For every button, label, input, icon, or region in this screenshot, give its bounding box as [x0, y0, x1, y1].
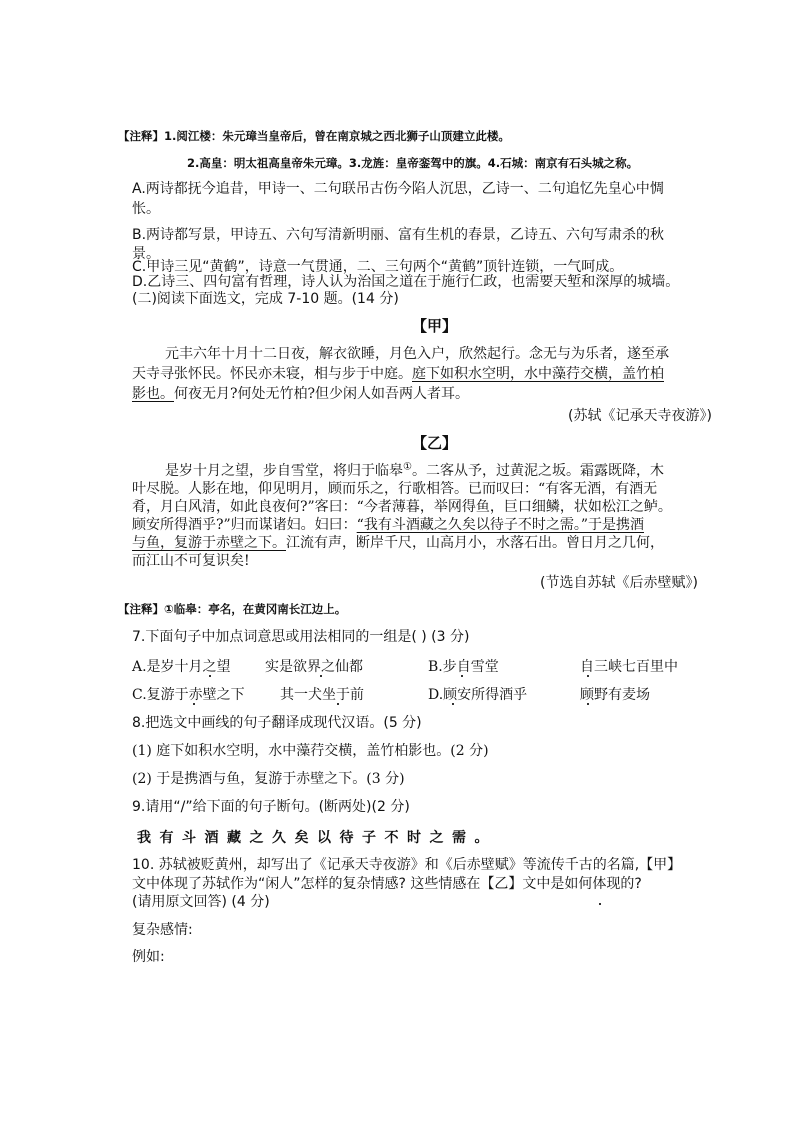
emphasis-dot [337, 703, 339, 705]
question-8-sentence-2: (2) 于是携酒与鱼，复游于赤壁之下。(3 分) [132, 771, 405, 787]
passage-jia-line-2 [132, 363, 664, 383]
answer-example-label: 例如: [132, 949, 165, 965]
passage-yi-line-5-text: 江流有声，断岸千尺，山高月小，水落石出。曾日月之几何， [286, 535, 664, 551]
passage-yi-line-5 [132, 532, 664, 552]
option-c: C.甲诗三见“黄鹤”，诗意一气贯通，二、三句两个“黄鹤”顶针连锁，一气呵成。 [132, 259, 624, 275]
note-2: 【注释】①临皋：亭名，在黄冈南长江边上。 [118, 602, 347, 616]
passage-yi-line-1b: 。二客从予，过黄泥之坂。霜露既降，木 [411, 463, 664, 479]
q7-option-c-compare: 其一犬坐于前 [280, 687, 364, 703]
emphasis-dot [587, 703, 589, 705]
passage-jia-line-3 [132, 383, 469, 403]
passage-yi-line-4a: 顾安所得酒乎?”归而谋诸妇。妇曰： [132, 517, 357, 533]
question-10-line-1: 10. 苏轼被贬黄州，却写出了《记承天寺夜游》和《后赤壁赋》等流传千古的名篇,【甲】 [132, 857, 682, 873]
passage-yi-underlined-1: “我有斗酒藏之久矣以待子不时之需。” [356, 517, 588, 533]
emphasis-dot [452, 703, 454, 705]
passage-jia-line-1: 元丰六年十月十二日夜，解衣欲睡，月色入户，欣然起行。念无与为乐者，遂至承 [165, 346, 669, 362]
note-line-2: 2.高皇：明太祖高皇帝朱元璋。3.龙旌：皇帝銮驾中的旗。4.石城：南京有石头城之称。 [187, 156, 639, 170]
passage-yi-line-1a: 是岁十月之望，步自雪堂，将归于临皋 [165, 463, 403, 479]
question-10-line-2: 文中体现了苏轼作为“闲人”怎样的复杂情感? 这些情感在【乙】文中是如何体现的? [132, 876, 642, 892]
passage-jia-source: (苏轼《记承天寺夜游》) [568, 408, 712, 424]
q7-option-b: B.步自雪堂 [428, 659, 499, 675]
q7-option-a: A.是岁十月之望 [132, 659, 231, 675]
footnote-marker: ① [403, 461, 412, 473]
passage-yi-underlined-2: 于是携酒 [588, 517, 644, 533]
option-a-line-2: 怅。 [132, 201, 160, 217]
emphasis-dot [461, 675, 463, 677]
q7-option-c: C.复游于赤壁之下 [132, 687, 245, 703]
question-9-sentence: 我有斗酒藏之久矣以待子不时之需。 [137, 830, 497, 846]
passage-yi-line-1 [165, 460, 664, 480]
passage-yi-source: (节选自苏轼《后赤壁赋》) [540, 575, 698, 591]
passage-yi-line-3: 肴，月白风清，如此良夜何?”客曰：“今者薄暮，举网得鱼，巨口细鳞，状如松江之鲈。 [132, 499, 672, 515]
note-line-1: 【注释】1.阅江楼：朱元璋当皇帝后，曾在南京城之西北狮子山顶建立此楼。 [118, 129, 510, 143]
passage-yi-line-6: 而江山不可复识矣! [132, 553, 250, 569]
passage-yi-underlined-3: 与鱼，复游于赤壁之下。 [132, 535, 286, 551]
passage-yi-heading: 【乙】 [412, 434, 458, 452]
q7-option-b-compare: 自三峡七百里中 [580, 659, 678, 675]
q7-option-d: D.顾安所得酒乎 [428, 687, 528, 703]
option-d: D.乙诗三、四句富有哲理，诗人认为治国之道在于施行仁政，也需要天堑和深厚的城墙。 [132, 274, 680, 290]
emphasis-dot [209, 675, 211, 677]
passage-jia-heading: 【甲】 [412, 317, 458, 335]
q7-option-a-compare: 实是欲界之仙都 [265, 659, 363, 675]
passage-jia-underlined-2: 影也。 [132, 386, 174, 402]
passage-yi-line-2: 叶尽脱。人影在地，仰见明月，顾而乐之，行歌相答。已而叹曰：“有客无酒，有酒无 [132, 481, 658, 497]
passage-jia-underlined-1: 庭下如积水空明，水中藻荇交横，盖竹柏 [412, 366, 664, 382]
passage-yi-line-4 [132, 514, 644, 534]
question-10-line-3: (请用原文回答) (4 分) [132, 894, 270, 910]
question-8-sentence-1: (1) 庭下如积水空明，水中藻荇交横，盖竹柏影也。(2 分) [132, 743, 489, 759]
q7-option-d-compare: 顾野有麦场 [580, 687, 650, 703]
emphasis-dot [587, 675, 589, 677]
emphasis-dot [320, 675, 322, 677]
answer-complex-feelings-label: 复杂感情: [132, 922, 193, 938]
passage-jia-line-2-text: 天寺寻张怀民。怀民亦未寝，相与步于中庭。 [132, 366, 412, 382]
section-2-heading: (二)阅读下面选文，完成 7-10 题。(14 分) [132, 291, 399, 307]
option-a-line-1: A.两诗都抚今追昔，甲诗一、二句联吊古伤今陷人沉思，乙诗一、二句追忆先皇心中惆 [132, 181, 664, 197]
stray-mark [599, 903, 601, 905]
passage-jia-line-3-text: 何夜无月?何处无竹柏?但少闲人如吾两人者耳。 [174, 386, 470, 402]
question-9-stem: 9.请用“/”给下面的句子断句。(断两处)(2 分) [132, 799, 410, 815]
question-8-stem: 8.把选文中画线的句子翻译成现代汉语。(5 分) [132, 715, 422, 731]
emphasis-dot [193, 703, 195, 705]
option-b-line-1: B.两诗都写景，甲诗五、六句写清新明丽、富有生机的春景，乙诗五、六句写肃杀的秋 [132, 227, 665, 243]
question-7-stem: 7.下面句子中加点词意思或用法相同的一组是( ) (3 分) [132, 629, 470, 645]
option-b-line-2: 景。 [132, 246, 160, 262]
